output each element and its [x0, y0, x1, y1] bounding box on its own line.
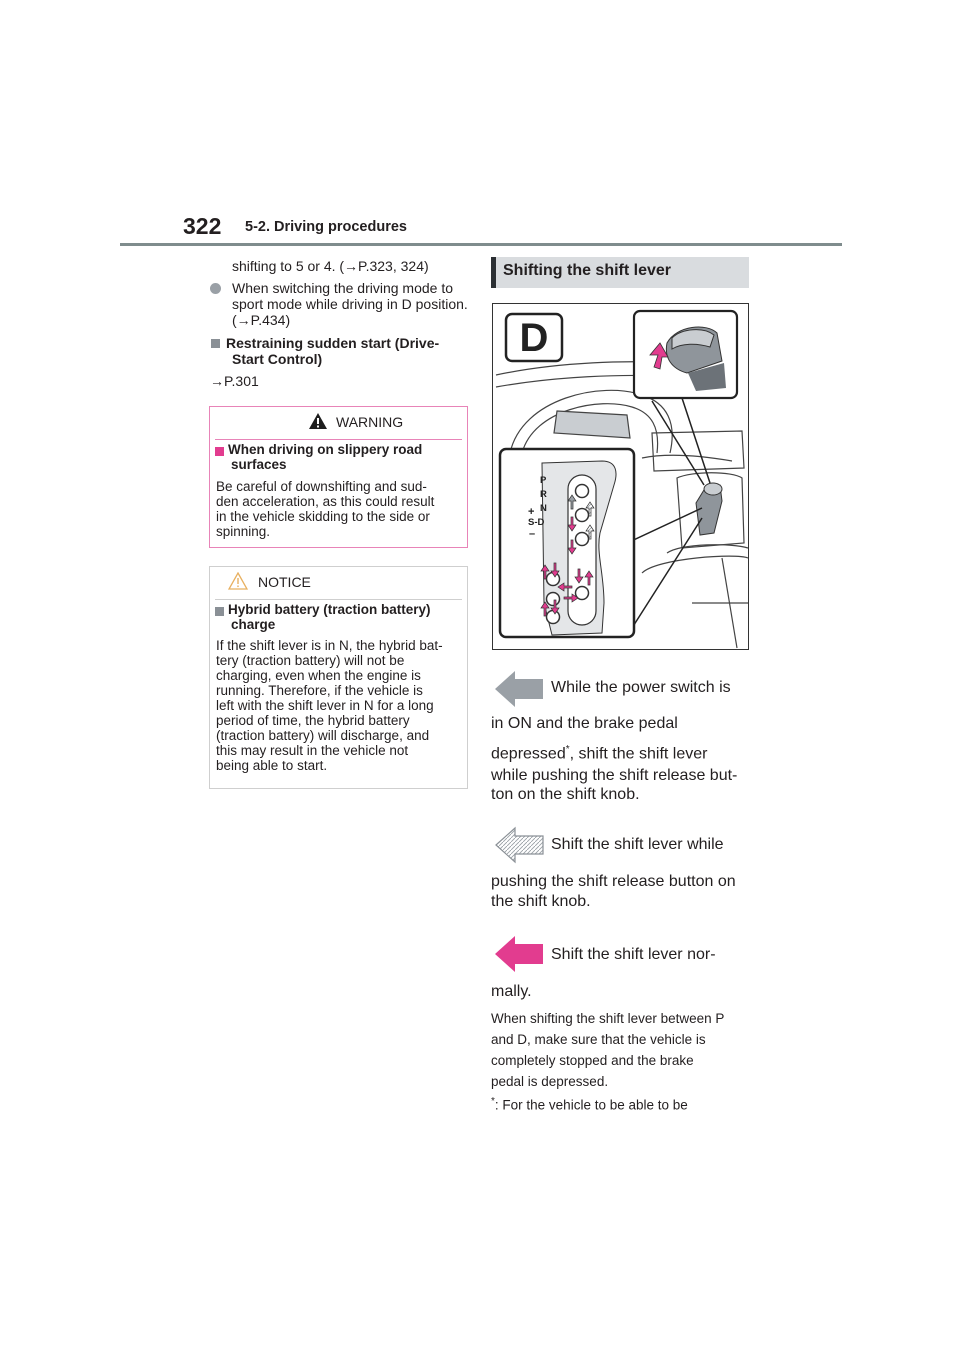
gate-label-r: R — [540, 489, 547, 500]
warning-title: WARNING — [336, 414, 404, 430]
gate-label-minus: – — [529, 528, 536, 540]
shift-caution — [491, 1008, 724, 1092]
shift-lever-illustration — [492, 303, 749, 650]
notice-body-line: charging, even when the engine is — [216, 668, 421, 683]
notice-body-line: tery (traction battery) will not be — [216, 653, 405, 668]
warning-body — [216, 479, 462, 539]
pink-arrow-text-line2: mally. — [491, 983, 532, 1000]
gray-arrow-text-line1: While the power switch is — [551, 679, 731, 696]
footnote: *: For the vehicle to be able to be — [491, 1096, 688, 1113]
pink-arrow-icon — [495, 935, 545, 973]
warning-body-line: Be careful of downshifting and sud- — [216, 479, 427, 494]
restrain-heading-line1: Restraining sudden start (Drive- — [226, 335, 440, 351]
gray-arrow-text-line2: in ON and the brake pedal — [491, 715, 678, 732]
gate-label-s-d: S-D — [528, 517, 545, 528]
hatched-arrow-text-line2: pushing the shift release button on — [491, 873, 736, 890]
notice-divider — [215, 599, 462, 600]
notice-body-line: this may result in the vehicle not — [216, 743, 409, 758]
notice-body-line: period of time, the hybrid battery — [216, 713, 410, 728]
shift-heading: Shifting the shift lever — [503, 262, 672, 279]
gate-label-plus: + — [528, 506, 535, 518]
header-rule — [120, 243, 842, 246]
gray-arrow-text-line4: while pushing the shift release but- — [491, 767, 738, 784]
warning-body-line: spinning. — [216, 524, 271, 539]
notice-body — [216, 638, 462, 773]
restrain-heading-line2: Start Control) — [232, 351, 323, 367]
notice-body-line: being able to start. — [216, 758, 328, 773]
caution-triangle-icon — [228, 572, 248, 590]
hatched-arrow-text-line1: Shift the shift lever while — [551, 836, 724, 853]
shift-caution-line: and D, make sure that the vehicle is — [491, 1032, 706, 1047]
sport-mode-note-line2: sport mode while driving in D position. — [232, 296, 468, 312]
gray-arrow-icon — [495, 670, 545, 708]
shift-caution-line: pedal is depressed. — [491, 1074, 609, 1089]
warning-triangle-icon — [308, 412, 328, 430]
gate-label-n: N — [540, 503, 547, 514]
warning-heading-line1: When driving on slippery road — [228, 442, 423, 457]
bullet-dot-icon — [210, 283, 221, 294]
notice-body-line: running. Therefore, if the vehicle is — [216, 683, 423, 698]
section-square-icon — [211, 339, 220, 348]
warning-heading-line2: surfaces — [231, 457, 287, 472]
gray-arrow-text-line3: depressed*, shift the shift lever — [491, 744, 708, 763]
notice-body-line: left with the shift lever in N for a long — [216, 698, 434, 713]
notice-title: NOTICE — [258, 574, 311, 590]
notice-box — [209, 566, 468, 789]
hatched-arrow-text-line3: the shift knob. — [491, 893, 591, 910]
sport-mode-note-line1: When switching the driving mode to — [232, 280, 453, 296]
shift-caution-line: completely stopped and the brake — [491, 1053, 694, 1068]
warning-body-line: in the vehicle skidding to the side or — [216, 509, 430, 524]
gate-label-p: P — [540, 475, 547, 486]
section-title: 5-2. Driving procedures — [245, 219, 407, 235]
notice-heading-line2: charge — [231, 617, 276, 632]
continued-text: shifting to 5 or 4. (→P.323, 324) — [232, 258, 429, 274]
notice-body-line: (traction battery) will discharge, and — [216, 728, 430, 743]
warning-divider — [215, 439, 462, 440]
notice-square-icon — [215, 607, 224, 616]
d-badge-label: D — [519, 316, 549, 360]
warning-body-line: den acceleration, as this could result — [216, 494, 435, 509]
restrain-page-link[interactable]: →P.301 — [210, 373, 259, 389]
pink-arrow-text-line1: Shift the shift lever nor- — [551, 946, 716, 963]
shift-caution-line: When shifting the shift lever between P — [491, 1011, 725, 1026]
notice-body-line: If the shift lever is in N, the hybrid bat- — [216, 638, 443, 653]
warning-square-icon — [215, 447, 224, 456]
notice-heading-line1: Hybrid battery (traction battery) — [228, 602, 431, 617]
sport-mode-ref: (→P.434) — [232, 312, 291, 328]
hatched-arrow-icon — [495, 826, 545, 864]
warning-box — [209, 406, 468, 548]
page-number: 322 — [183, 213, 222, 239]
gray-arrow-text-line5: ton on the shift knob. — [491, 786, 640, 803]
